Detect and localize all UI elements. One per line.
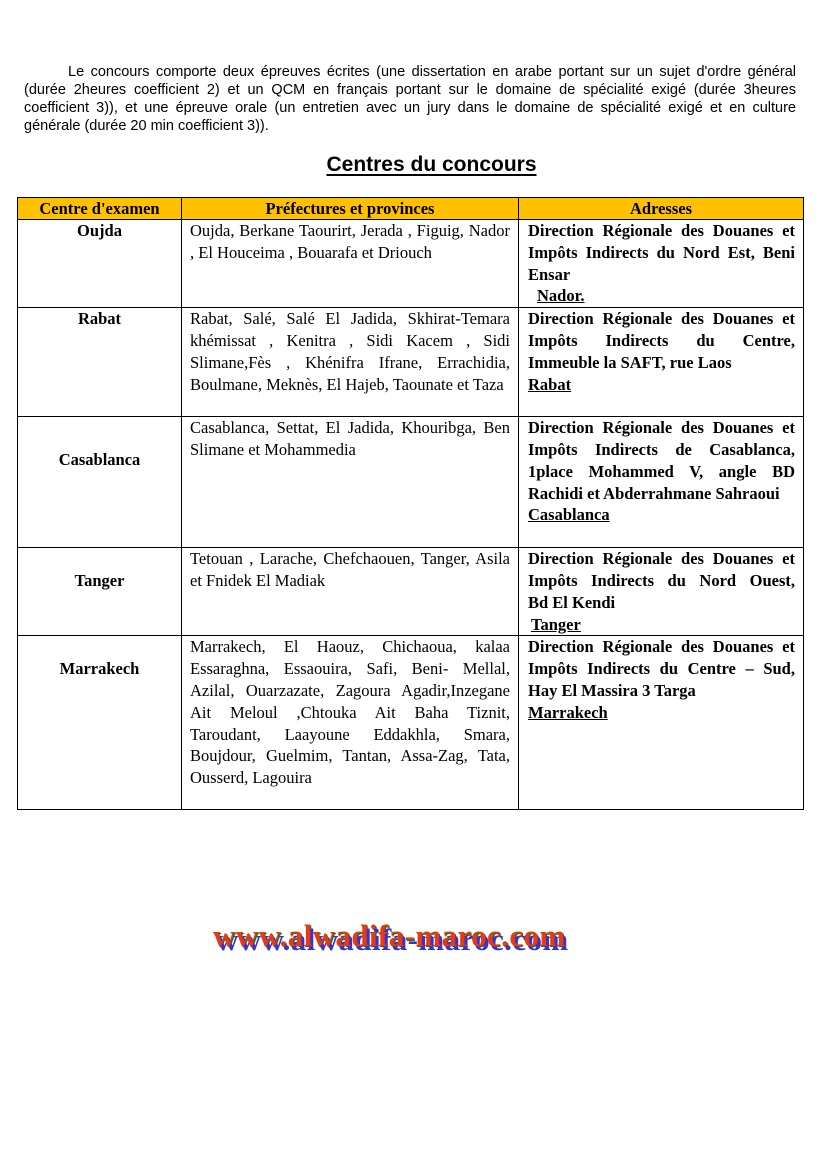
address-city: Nador. — [537, 286, 585, 306]
address-cell — [519, 417, 804, 548]
address-cell — [519, 220, 804, 308]
section-title: Centres du concours — [326, 153, 537, 176]
address-cell — [519, 548, 820, 636]
address-city: Marrakech — [528, 702, 608, 722]
provinces-cell: Marrakech, El Haouz, Chichaoua, kalaa Essaraghna, Essaouira, Safi, Beni- Mellal, Azilal, Ouarzazate, Zagoura Agadir,Inzegane Ait Meloul ,Chtouka Ait Baha Tiznit, Taroudant, Laayoune Eddakhla, Smara, Boujdour, Guelmim, Tantan, Assa-Zag, Tata, Ousserd, Lagouira — [182, 636, 519, 810]
table-row-casablanca — [18, 417, 804, 548]
table-header-row — [18, 198, 804, 220]
center-name-text: Marrakech — [59, 659, 140, 679]
address-text: Direction Régionale des Douanes et Impôts Indirects du Nord Est, Beni Ensar — [528, 221, 795, 284]
table-row-marrakech — [18, 636, 804, 810]
address-text: Direction Régionale des Douanes et Impôts Indirects du Centre, Immeuble la SAFT, rue Laos — [528, 309, 795, 372]
address-cell — [519, 636, 808, 810]
provinces-cell: Casablanca, Settat, El Jadida, Khouribga, Ben Slimane et Mohammedia — [182, 417, 519, 548]
address-text: Direction Régionale des Douanes et Impôts Indirects de Casablanca, 1place Mohammed V, angle BD Rachidi et Abderrahmane Sahraoui — [528, 418, 795, 503]
provinces-cell: Tetouan , Larache, Chefchaouen, Tanger, Asila et Fnidek El Madiak — [182, 548, 519, 636]
center-name — [18, 636, 182, 810]
center-name — [18, 548, 182, 636]
center-name: Rabat — [18, 308, 182, 417]
header-prefectures-provinces: Préfectures et provinces — [182, 198, 519, 220]
center-name — [18, 417, 182, 548]
address-city: Tanger — [531, 614, 581, 634]
address-cell — [519, 308, 804, 417]
address-city: Rabat — [528, 374, 572, 394]
intro-paragraph: Le concours comporte deux épreuves écrites (une dissertation en arabe portant sur un sujet d'ordre général (durée 2heures coefficient 2) et un QCM en français portant sur le domaine de spécialité exigé (durée 3heures coefficient 3)), et une épreuve orale (un entretien avec un jury dans le domaine de spécialité exigé et en culture générale (durée 20 min coefficient 3)). — [24, 64, 796, 134]
table-row-oujda — [18, 220, 804, 308]
table-row-tanger — [18, 548, 804, 636]
header-centre-examen: Centre d'examen — [18, 198, 182, 220]
address-text: Direction Régionale des Douanes et Impôts Indirects du Nord Ouest, Bd El Kendi — [528, 549, 820, 612]
center-name-text: Casablanca — [58, 450, 141, 470]
provinces-cell: Oujda, Berkane Taourirt, Jerada , Figuig, Nador , El Houceima , Bouarafa et Driouch — [182, 220, 519, 308]
table-row-rabat — [18, 308, 804, 417]
watermark-text: www.alwadifa-maroc.com — [213, 918, 566, 953]
center-name: Oujda — [18, 220, 182, 308]
provinces-cell: Rabat, Salé, Salé El Jadida, Skhirat-Temara khémissat , Kenitra , Sidi Kacem , Sidi Slimane,Fès , Khénifra Ifrane, Errachidia, Boulmane, Meknès, El Hajeb, Taounate et Taza — [182, 308, 519, 417]
address-city: Casablanca — [528, 505, 610, 525]
header-adresses: Adresses — [519, 198, 804, 220]
address-text: Direction Régionale des Douanes et Impôts Indirects du Centre – Sud, Hay El Massira 3 Targa — [528, 637, 808, 700]
center-name-text: Tanger — [74, 570, 125, 590]
centers-table — [17, 197, 820, 810]
